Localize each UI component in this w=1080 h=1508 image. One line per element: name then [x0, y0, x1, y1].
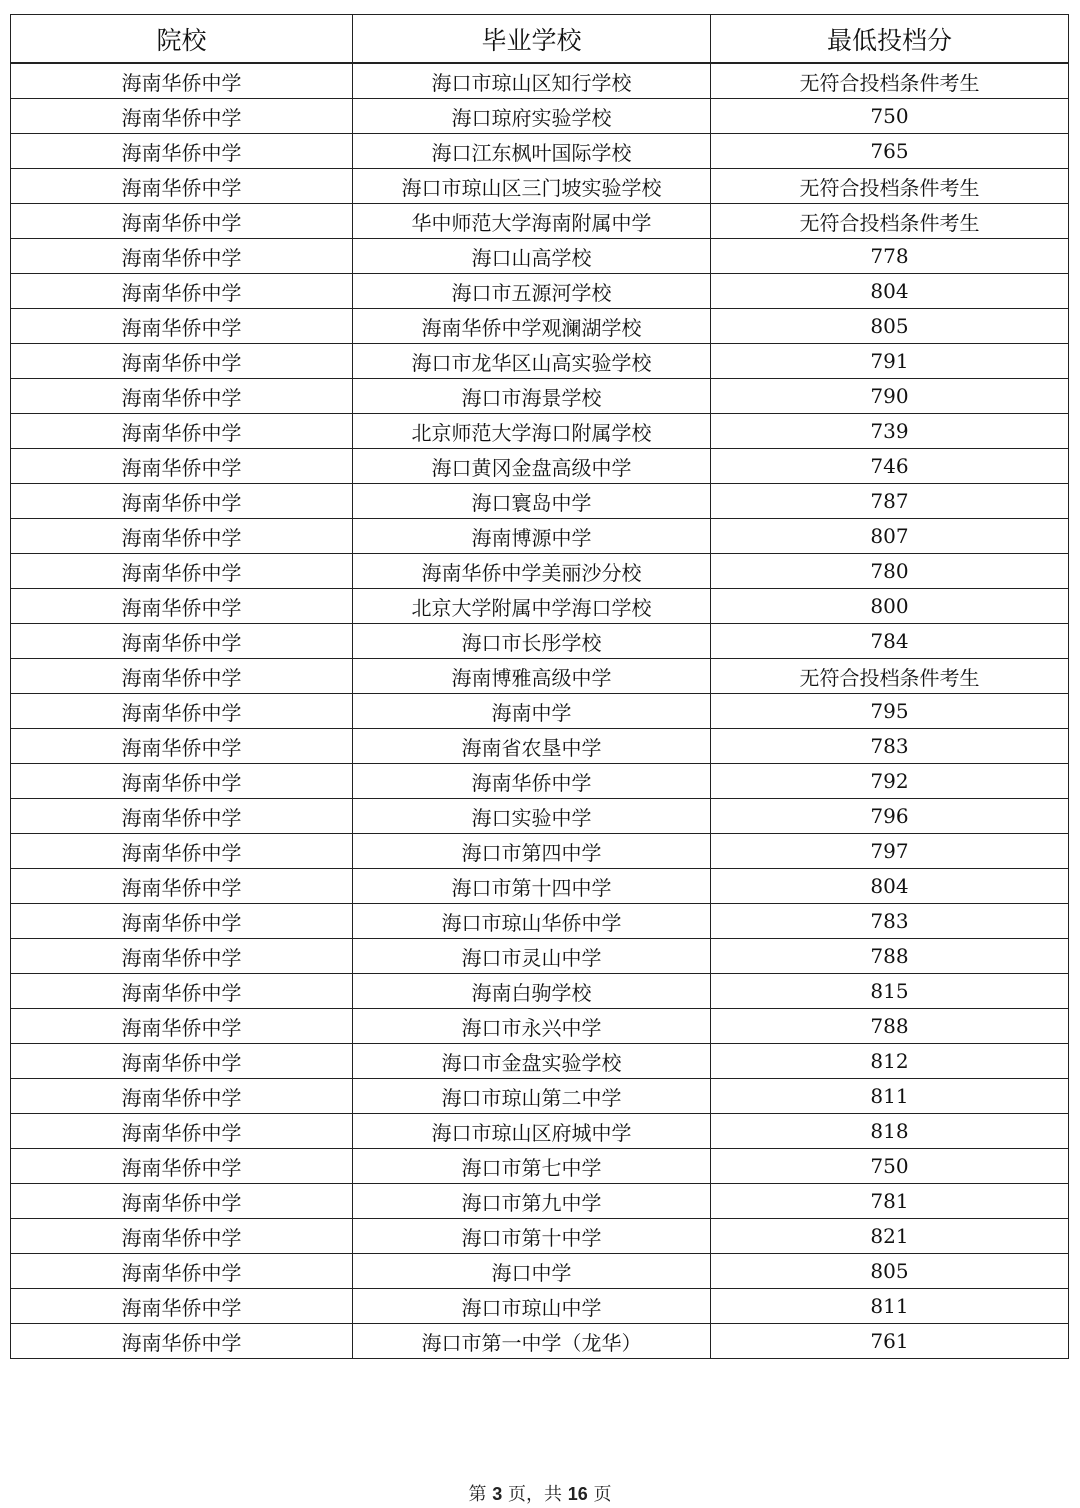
- table-row: [11, 99, 1069, 134]
- cell-college: 海南华侨中学: [11, 659, 353, 694]
- cell-graduation-school: 北京大学附属中学海口学校: [353, 589, 711, 624]
- table-row: [11, 554, 1069, 589]
- table-row: [11, 1254, 1069, 1289]
- table-row: [11, 309, 1069, 344]
- cell-min-score: 无符合投档条件考生: [711, 204, 1069, 239]
- cell-min-score: 788: [711, 1009, 1069, 1044]
- table-row: [11, 1009, 1069, 1044]
- cell-min-score: 811: [711, 1079, 1069, 1114]
- header-college: 院校: [11, 15, 353, 64]
- table-row: [11, 1219, 1069, 1254]
- cell-min-score: 761: [711, 1324, 1069, 1359]
- table-row: [11, 1289, 1069, 1324]
- cell-min-score: 787: [711, 484, 1069, 519]
- cell-graduation-school: 海口寰岛中学: [353, 484, 711, 519]
- cell-min-score: 812: [711, 1044, 1069, 1079]
- cell-college: 海南华侨中学: [11, 1009, 353, 1044]
- table-header-row: [11, 15, 1069, 64]
- cell-min-score: 778: [711, 239, 1069, 274]
- table-row: [11, 379, 1069, 414]
- cell-min-score: 765: [711, 134, 1069, 169]
- table-row: [11, 63, 1069, 99]
- header-graduation-school: 毕业学校: [353, 15, 711, 64]
- cell-min-score: 无符合投档条件考生: [711, 169, 1069, 204]
- cell-graduation-school: 海口市长彤学校: [353, 624, 711, 659]
- table-row: [11, 1184, 1069, 1219]
- cell-college: 海南华侨中学: [11, 309, 353, 344]
- cell-graduation-school: 海口市第十四中学: [353, 869, 711, 904]
- table-row: [11, 1324, 1069, 1359]
- cell-graduation-school: 海南博雅高级中学: [353, 659, 711, 694]
- cell-college: 海南华侨中学: [11, 414, 353, 449]
- cell-college: 海南华侨中学: [11, 1219, 353, 1254]
- footer-total-pages: 16: [567, 1484, 588, 1504]
- cell-college: 海南华侨中学: [11, 519, 353, 554]
- cell-college: 海南华侨中学: [11, 1254, 353, 1289]
- cell-graduation-school: 海口市琼山华侨中学: [353, 904, 711, 939]
- page-footer: [0, 1480, 1080, 1506]
- table-row: [11, 519, 1069, 554]
- cell-min-score: 821: [711, 1219, 1069, 1254]
- cell-min-score: 784: [711, 624, 1069, 659]
- cell-graduation-school: 海南省农垦中学: [353, 729, 711, 764]
- cell-min-score: 750: [711, 99, 1069, 134]
- cell-min-score: 804: [711, 869, 1069, 904]
- table-row: [11, 1114, 1069, 1149]
- cell-college: 海南华侨中学: [11, 134, 353, 169]
- table-row: [11, 1044, 1069, 1079]
- cell-college: 海南华侨中学: [11, 239, 353, 274]
- cell-college: 海南华侨中学: [11, 1114, 353, 1149]
- table-row: [11, 764, 1069, 799]
- cell-graduation-school: 海南白驹学校: [353, 974, 711, 1009]
- cell-min-score: 无符合投档条件考生: [711, 659, 1069, 694]
- cell-college: 海南华侨中学: [11, 344, 353, 379]
- cell-college: 海南华侨中学: [11, 869, 353, 904]
- header-min-score: 最低投档分: [711, 15, 1069, 64]
- table-row: [11, 134, 1069, 169]
- cell-min-score: 780: [711, 554, 1069, 589]
- table-row: [11, 344, 1069, 379]
- table-body: [11, 63, 1069, 1359]
- cell-graduation-school: 海口市琼山区知行学校: [353, 63, 711, 99]
- cell-graduation-school: 海口市琼山第二中学: [353, 1079, 711, 1114]
- table-row: [11, 904, 1069, 939]
- table-row: [11, 169, 1069, 204]
- cell-graduation-school: 海口黄冈金盘高级中学: [353, 449, 711, 484]
- table-row: [11, 869, 1069, 904]
- cell-min-score: 783: [711, 729, 1069, 764]
- cell-min-score: 811: [711, 1289, 1069, 1324]
- cell-college: 海南华侨中学: [11, 1149, 353, 1184]
- table-row: [11, 204, 1069, 239]
- cell-graduation-school: 海口市第一中学（龙华）: [353, 1324, 711, 1359]
- cell-graduation-school: 海口市龙华区山高实验学校: [353, 344, 711, 379]
- cell-min-score: 无符合投档条件考生: [711, 63, 1069, 99]
- footer-page-number: 3: [492, 1484, 503, 1504]
- cell-graduation-school: 海南华侨中学美丽沙分校: [353, 554, 711, 589]
- cell-college: 海南华侨中学: [11, 1079, 353, 1114]
- cell-graduation-school: 海口市金盘实验学校: [353, 1044, 711, 1079]
- cell-college: 海南华侨中学: [11, 63, 353, 99]
- table-row: [11, 659, 1069, 694]
- table-row: [11, 274, 1069, 309]
- footer-suffix: 页: [593, 1484, 612, 1505]
- cell-min-score: 805: [711, 1254, 1069, 1289]
- cell-graduation-school: 海口市第九中学: [353, 1184, 711, 1219]
- cell-min-score: 746: [711, 449, 1069, 484]
- cell-college: 海南华侨中学: [11, 974, 353, 1009]
- table-row: [11, 799, 1069, 834]
- table-row: [11, 1149, 1069, 1184]
- cell-graduation-school: 海口市第十中学: [353, 1219, 711, 1254]
- cell-graduation-school: 海口市五源河学校: [353, 274, 711, 309]
- table-row: [11, 694, 1069, 729]
- cell-graduation-school: 海南华侨中学: [353, 764, 711, 799]
- cell-graduation-school: 海口实验中学: [353, 799, 711, 834]
- cell-college: 海南华侨中学: [11, 274, 353, 309]
- cell-college: 海南华侨中学: [11, 904, 353, 939]
- cell-min-score: 807: [711, 519, 1069, 554]
- cell-min-score: 804: [711, 274, 1069, 309]
- cell-college: 海南华侨中学: [11, 834, 353, 869]
- cell-graduation-school: 海口琼府实验学校: [353, 99, 711, 134]
- cell-min-score: 791: [711, 344, 1069, 379]
- cell-graduation-school: 海口市灵山中学: [353, 939, 711, 974]
- cell-college: 海南华侨中学: [11, 764, 353, 799]
- cell-min-score: 818: [711, 1114, 1069, 1149]
- cell-college: 海南华侨中学: [11, 729, 353, 764]
- cell-college: 海南华侨中学: [11, 204, 353, 239]
- cell-college: 海南华侨中学: [11, 99, 353, 134]
- cell-college: 海南华侨中学: [11, 624, 353, 659]
- cell-college: 海南华侨中学: [11, 1184, 353, 1219]
- cell-graduation-school: 海口市海景学校: [353, 379, 711, 414]
- cell-college: 海南华侨中学: [11, 1324, 353, 1359]
- table-row: [11, 974, 1069, 1009]
- cell-min-score: 797: [711, 834, 1069, 869]
- cell-min-score: 790: [711, 379, 1069, 414]
- cell-min-score: 805: [711, 309, 1069, 344]
- cell-graduation-school: 海口市永兴中学: [353, 1009, 711, 1044]
- cell-graduation-school: 北京师范大学海口附属学校: [353, 414, 711, 449]
- cell-graduation-school: 海南华侨中学观澜湖学校: [353, 309, 711, 344]
- cell-college: 海南华侨中学: [11, 799, 353, 834]
- cell-graduation-school: 海南中学: [353, 694, 711, 729]
- cell-college: 海南华侨中学: [11, 1289, 353, 1324]
- cell-min-score: 800: [711, 589, 1069, 624]
- cell-college: 海南华侨中学: [11, 379, 353, 414]
- cell-college: 海南华侨中学: [11, 694, 353, 729]
- cell-graduation-school: 海口中学: [353, 1254, 711, 1289]
- table-row: [11, 834, 1069, 869]
- admission-score-table: [10, 14, 1069, 1359]
- cell-min-score: 739: [711, 414, 1069, 449]
- table-row: [11, 414, 1069, 449]
- table-row: [11, 939, 1069, 974]
- cell-graduation-school: 海口市琼山区三门坡实验学校: [353, 169, 711, 204]
- cell-college: 海南华侨中学: [11, 589, 353, 624]
- admission-score-table-container: [10, 14, 1068, 1359]
- cell-college: 海南华侨中学: [11, 1044, 353, 1079]
- table-row: [11, 589, 1069, 624]
- footer-prefix: 第: [468, 1484, 487, 1505]
- cell-min-score: 792: [711, 764, 1069, 799]
- table-row: [11, 624, 1069, 659]
- cell-graduation-school: 海口市琼山中学: [353, 1289, 711, 1324]
- cell-college: 海南华侨中学: [11, 939, 353, 974]
- cell-college: 海南华侨中学: [11, 449, 353, 484]
- cell-graduation-school: 海口山高学校: [353, 239, 711, 274]
- cell-graduation-school: 海口江东枫叶国际学校: [353, 134, 711, 169]
- cell-min-score: 788: [711, 939, 1069, 974]
- cell-graduation-school: 海南博源中学: [353, 519, 711, 554]
- table-row: [11, 729, 1069, 764]
- cell-graduation-school: 海口市第七中学: [353, 1149, 711, 1184]
- table-row: [11, 239, 1069, 274]
- table-row: [11, 484, 1069, 519]
- cell-graduation-school: 海口市第四中学: [353, 834, 711, 869]
- cell-min-score: 796: [711, 799, 1069, 834]
- cell-min-score: 750: [711, 1149, 1069, 1184]
- cell-graduation-school: 华中师范大学海南附属中学: [353, 204, 711, 239]
- cell-min-score: 795: [711, 694, 1069, 729]
- cell-min-score: 781: [711, 1184, 1069, 1219]
- cell-college: 海南华侨中学: [11, 554, 353, 589]
- footer-middle: 页，共: [507, 1484, 562, 1505]
- cell-graduation-school: 海口市琼山区府城中学: [353, 1114, 711, 1149]
- cell-min-score: 815: [711, 974, 1069, 1009]
- table-row: [11, 1079, 1069, 1114]
- cell-college: 海南华侨中学: [11, 484, 353, 519]
- cell-min-score: 783: [711, 904, 1069, 939]
- table-row: [11, 449, 1069, 484]
- cell-college: 海南华侨中学: [11, 169, 353, 204]
